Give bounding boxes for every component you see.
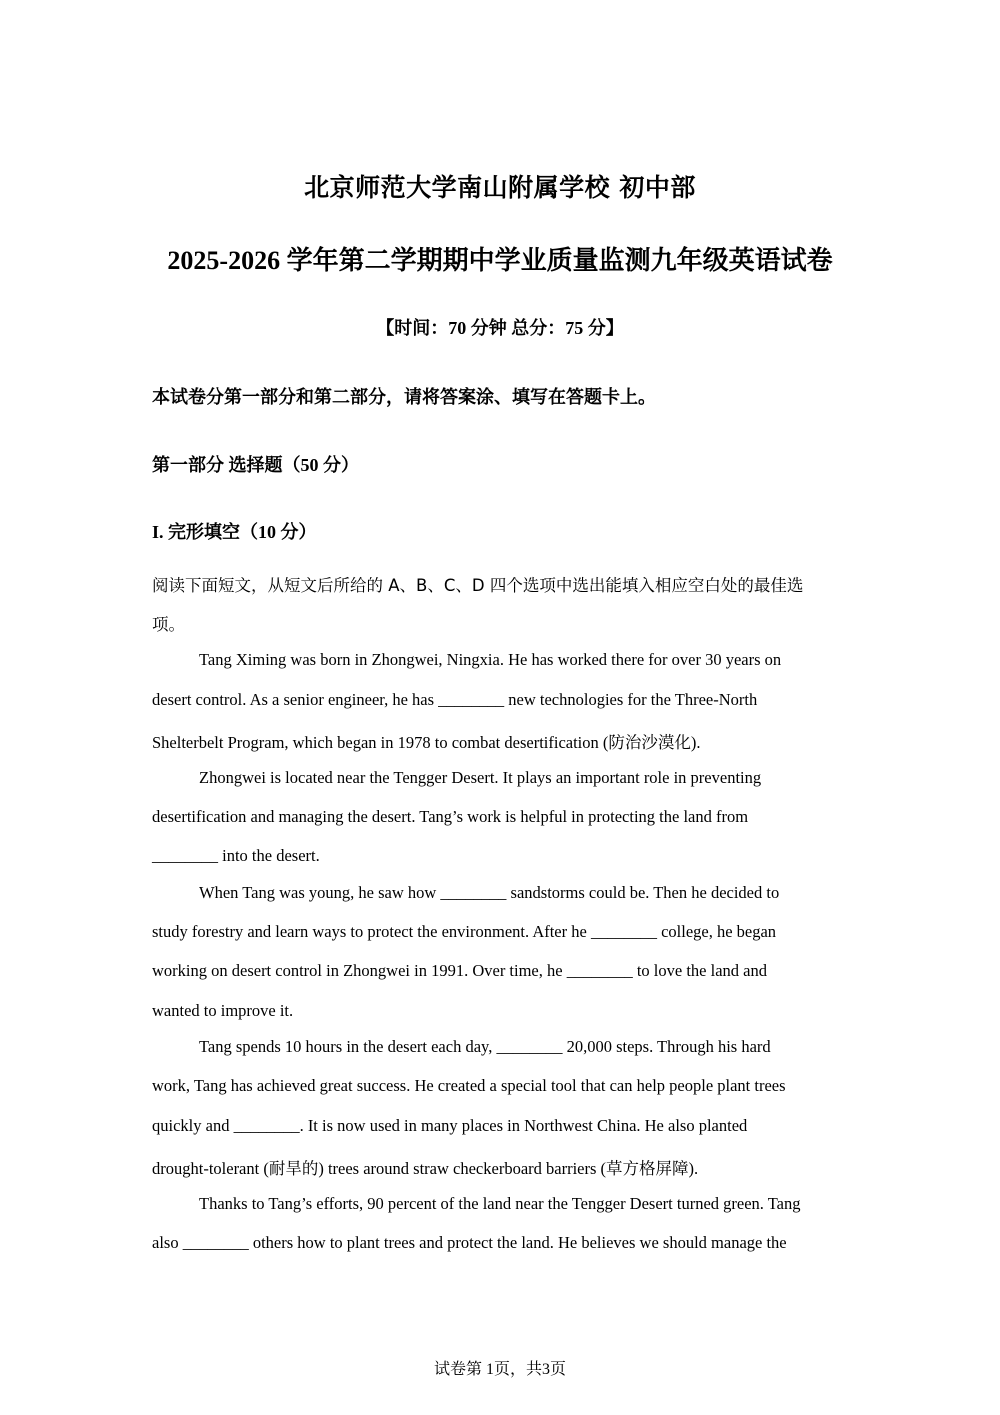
passage-line: Thanks to Tang’s efforts, 90 percent of the land near the Tengger Desert turned green. Tang — [199, 1194, 801, 1213]
passage-line: Tang Ximing was born in Zhongwei, Ningxia. He has worked there for over 30 years on — [199, 650, 782, 669]
part-one-heading: 第一部分 选择题（50 分） — [152, 455, 359, 475]
school-name: 北京师范大学南山附属学校 初中部 — [304, 173, 696, 202]
passage-line: When Tang was young, he saw how ________ sandstorms could be. Then he decided to — [199, 883, 780, 902]
passage-line: ________ into the desert. — [152, 846, 320, 865]
passage-line: drought-tolerant (耐旱的) trees around straw checkerboard barriers (草方格屏障). — [152, 1159, 699, 1178]
passage-line: work, Tang has achieved great success. He created a special tool that can help people plant trees — [152, 1076, 786, 1095]
exam-notice: 本试卷分第一部分和第二部分，请将答案涂、填写在答题卡上。 — [152, 387, 656, 407]
passage-line: Shelterbelt Program, which began in 1978 to combat desertification (防治沙漠化). — [152, 733, 701, 752]
exam-title: 2025-2026 学年第二学期期中学业质量监测九年级英语试卷 — [167, 246, 833, 275]
time-score-info: 【时间：70 分钟 总分：75 分】 — [376, 318, 624, 338]
passage-line: working on desert control in Zhongwei in 1991. Over time, he ________ to love the land and — [152, 961, 767, 980]
passage-line: Zhongwei is located near the Tengger Desert. It plays an important role in preventing — [199, 768, 762, 787]
passage-line: also ________ others how to plant trees and protect the land. He believes we should manage the — [152, 1233, 787, 1252]
passage-line: desert control. As a senior engineer, he has ________ new technologies for the Three-North — [152, 690, 758, 709]
passage-line: study forestry and learn ways to protect the environment. After he ________ college, he began — [152, 922, 777, 941]
passage-line: quickly and ________. It is now used in many places in Northwest China. He also planted — [152, 1116, 748, 1135]
page-footer: 试卷第 1页，共3页 — [433, 1361, 566, 1378]
passage-line: desertification and managing the desert. Tang’s work is helpful in protecting the land from — [152, 807, 749, 826]
section-instruction-line-1: 阅读下面短文，从短文后所给的 A、B、C、D 四个选项中选出能填入相应空白处的最佳选 — [152, 576, 804, 595]
passage-line: Tang spends 10 hours in the desert each day, ________ 20,000 steps. Through his hard — [199, 1037, 771, 1056]
passage-line: wanted to improve it. — [152, 1001, 294, 1020]
section-one-heading: I. 完形填空（10 分） — [152, 522, 317, 542]
section-instruction-line-2: 项。 — [152, 615, 185, 634]
